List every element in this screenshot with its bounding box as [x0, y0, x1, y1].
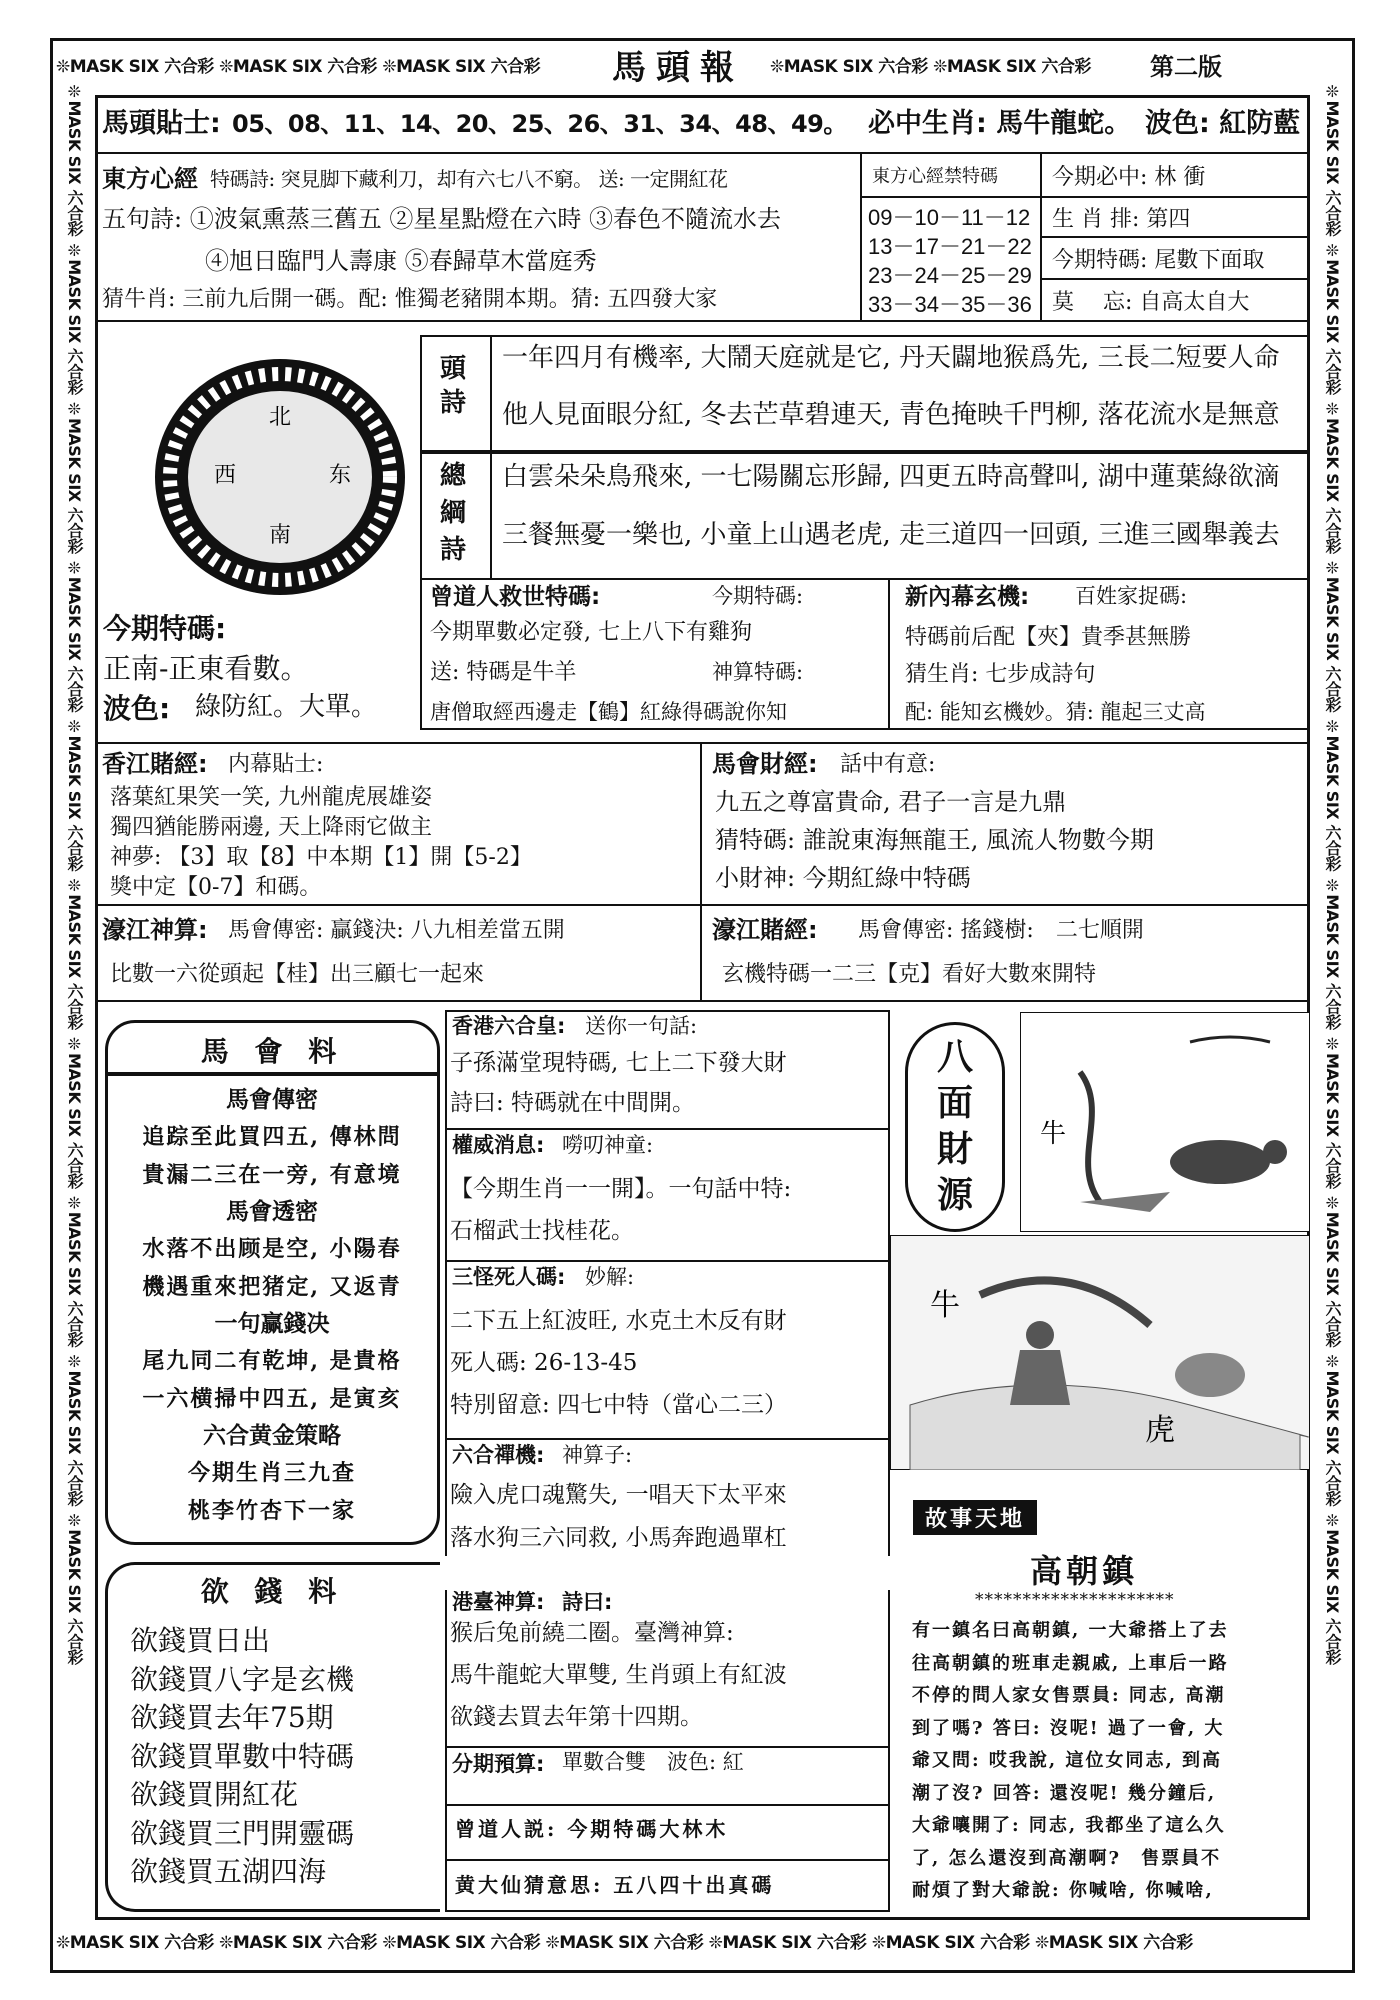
- tiger-label: 虎: [1145, 1413, 1175, 1448]
- story-line: 有一鎮名曰高朝鎮, 一大爺搭上了去: [912, 1620, 1229, 1641]
- border-text: ❊MASK SIX 六合彩 ❊MASK SIX 六合彩 ❊MASK SIX 六合彩 ❊MASK SIX 六合彩 ❊MASK SIX 六合彩 ❊MASK SIX 六合彩 ❊MASK SIX 六合彩 ❊MASK SIX 六合彩 ❊MASK SIX 六合彩 ❊MASK SIX 六合彩: [65, 82, 84, 1665]
- mahui-heading: 馬會透密: [226, 1199, 318, 1225]
- fenqi-sub: 單數合雙 波色: 紅: [562, 1750, 744, 1774]
- right-border-strip: [1318, 82, 1344, 1922]
- xiangjiang-line: 落葉紅果笑一笑, 九州龍虎展雄姿: [110, 785, 432, 810]
- masthead-title: 馬頭報: [612, 48, 744, 88]
- mahui-line: 尾九同二有乾坤, 是貴格: [142, 1348, 402, 1374]
- compass-north: 北: [268, 405, 292, 430]
- bottom-border-strip: [56, 1928, 1352, 1953]
- mahui-line: 今期生肖三九查: [187, 1460, 356, 1486]
- border-text: ❊MASK SIX 六合彩 ❊MASK SIX 六合彩 ❊MASK SIX 六合彩 ❊MASK SIX 六合彩 ❊MASK SIX 六合彩 ❊MASK SIX 六合彩 ❊MASK SIX 六合彩 ❊MASK SIX 六合彩 ❊MASK SIX 六合彩 ❊MASK SIX 六合彩: [1323, 82, 1342, 1665]
- mahui-line: 機遇重來把猪定, 又返青: [142, 1274, 402, 1300]
- bamian-oval: [905, 1022, 1005, 1232]
- neimu-line1: 特碼前后配【夾】貴季甚無勝: [905, 625, 1192, 650]
- xiangjiang-line: 獨四猶能勝兩邊, 天上降雨它做主: [110, 815, 432, 840]
- poem-divider: [420, 450, 1310, 454]
- ox-label-2: 牛: [930, 1288, 960, 1323]
- border-text: ❊MASK SIX 六合彩 ❊MASK SIX 六合彩 ❊MASK SIX 六合彩 ❊MASK SIX 六合彩 ❊MASK SIX 六合彩 ❊MASK SIX 六合彩 ❊MASK SIX 六合彩: [56, 1933, 1193, 1953]
- fenqi-title: 分期預算:: [452, 1752, 545, 1776]
- caijing-line: 九五之尊富貴命, 君子一言是九鼎: [715, 788, 1067, 816]
- story-line: 爺又問: 哎我說, 這位女同志, 到高: [912, 1750, 1222, 1771]
- caijing-line: 小財神: 今期紅綠中特碼: [715, 864, 971, 892]
- haojiang2-sub: 馬會傳密: 搖錢樹: 二七順開: [858, 918, 1144, 943]
- quanwei-line: 【今期生肖一一開】。一句話中特:: [450, 1176, 792, 1202]
- gangtai-line: 欲錢去買去年第十四期。: [450, 1704, 703, 1730]
- mahui-heading: 一句赢錢决: [214, 1311, 330, 1337]
- compass-west: 西: [213, 463, 237, 488]
- compass-icon: [130, 352, 430, 602]
- story-line: 潮了沒? 回答: 還沒呢! 幾分鐘后,: [912, 1782, 1217, 1804]
- border-text: ❊MASK SIX 六合彩 ❊MASK SIX 六合彩: [770, 57, 1091, 77]
- zeng-line2b: 神算特碼:: [712, 660, 804, 684]
- gangtai-title: 港臺神算:: [452, 1590, 545, 1614]
- compass-east: 东: [328, 463, 352, 488]
- yuqian-item: 欲錢買五湖四海: [130, 1855, 327, 1888]
- haojiang1-line: 比數一六從頭起【桂】出三顧七一起來: [110, 962, 485, 987]
- side-zodiac-rank: 生 肖 排: 第四: [1040, 196, 1310, 238]
- east-line3: ④旭日臨門人壽康 ⑤春歸草木當庭秀: [205, 247, 597, 275]
- hk-line: 子孫滿堂現特碼, 七上二下發大財: [450, 1050, 787, 1076]
- ban-row: 09－10－11－12: [868, 205, 1031, 230]
- total-poem-line: 三餐無憂一樂也, 小童上山遇老虎, 走三道四一回頭, 三進三國舉義去: [502, 520, 1280, 550]
- tips-label: 馬頭貼士:: [102, 108, 221, 139]
- mahui-heading: 馬會傳密: [226, 1087, 318, 1113]
- xiangjiang-title: 香江賭經:: [102, 750, 208, 778]
- today-wave-label: 波色:: [103, 692, 171, 725]
- haojiang1-sub: 馬會傳密: 贏錢決: 八九相差當五開: [228, 918, 565, 943]
- side-remember: 莫 忘: 自高太自大: [1040, 278, 1310, 322]
- story-line: 了, 怎么還沒到高潮啊? 售票員不: [912, 1847, 1222, 1869]
- mahui-line: 水落不出顾是空, 小陽春: [142, 1236, 402, 1262]
- caijing-sub: 話中有意:: [840, 752, 936, 777]
- xiangjiang-sub: 内幕貼士:: [228, 752, 324, 777]
- yuqian-item: 欲錢買日出: [130, 1624, 271, 1657]
- today-wave: 綠防紅。大單。: [195, 692, 378, 722]
- ban-row: 33－34－35－36: [868, 292, 1032, 317]
- zengsay-line: 曾道人説: 今期特碼大林木: [455, 1817, 729, 1841]
- quanwei-line: 石榴武士找桂花。: [450, 1218, 634, 1244]
- neimu-line3: 配: 能知玄機妙。猜: 龍起三丈高: [905, 700, 1206, 724]
- huang-line: 黄大仙猜意思: 五八四十出真碼: [455, 1873, 775, 1897]
- neimu-title: 新內幕玄機:: [905, 584, 1030, 610]
- zeng-line2a: 送: 特碼是牛羊: [430, 660, 577, 685]
- story-tag: 故事天地: [913, 1500, 1037, 1535]
- hk-title: 香港六合皇:: [452, 1014, 566, 1038]
- chanji-line: 險入虎口魂驚失, 一唱天下太平來: [450, 1482, 787, 1508]
- sanguai-line: 特別留意: 四七中特（當心二三）: [450, 1392, 788, 1418]
- poem-label-divider: [490, 335, 492, 580]
- yuqian-item: 欲錢買去年75期: [130, 1701, 334, 1734]
- gangtai-sub: 詩曰:: [562, 1590, 613, 1614]
- tips-zodiac: 必中生肖: 馬牛龍蛇。: [868, 108, 1132, 139]
- compass-south: 南: [268, 523, 292, 548]
- head-poem-line: 他人見面眼分紅, 冬去芒草碧連天, 青色掩映千門柳, 落花流水是無意: [502, 400, 1280, 430]
- mahui-content: [112, 1082, 432, 1530]
- mahui-line: 追踪至此買四五, 傳林問: [142, 1124, 402, 1150]
- yuqian-list: [130, 1622, 354, 1892]
- gangtai-line: 馬牛龍蛇大單雙, 生肖頭上有紅波: [450, 1662, 787, 1688]
- xiangjiang-line: 神夢: 【3】取【8】中本期【1】開【5-2】: [110, 845, 532, 870]
- ox-label: 牛: [1040, 1119, 1067, 1149]
- yuqian-item: 欲錢買單數中特碼: [130, 1739, 355, 1773]
- yuqian-item: 欲錢買八字是玄機: [130, 1662, 355, 1696]
- story-line: 往高朝鎮的班車走親戚, 上車后一路: [912, 1652, 1229, 1674]
- quanwei-title: 權威消息:: [452, 1133, 545, 1157]
- story-stars: *********************: [975, 1590, 1175, 1610]
- bamian-title: 八面財源: [936, 1037, 973, 1216]
- story-line: 到了嗎? 答曰: 沒呢! 過了一會, 大: [912, 1717, 1225, 1739]
- yuqian-item: 欲錢買三門開靈碼: [130, 1816, 355, 1850]
- east-line4: 猜牛肖: 三前九后開一碼。配: 惟獨老豬開本期。猜: 五四發大家: [102, 287, 718, 312]
- zeng-line3: 唐僧取經西邊走【鶴】紅綠得碼說你知: [430, 700, 787, 724]
- tips-numbers: 05、08、11、14、20、25、26、31、34、48、49。: [232, 110, 847, 138]
- yuqian-item: 欲錢買開紅花: [130, 1778, 299, 1811]
- story-line: 耐煩了對大爺說: 你喊啥, 你喊啥,: [912, 1880, 1214, 1901]
- east-title: 東方心經: [102, 165, 198, 193]
- zeng-sub: 今期特碼:: [712, 584, 804, 608]
- story-line: 大爺嚷開了: 同志, 我都坐了這么久: [912, 1815, 1226, 1836]
- border-text: ❊MASK SIX 六合彩 ❊MASK SIX 六合彩 ❊MASK SIX 六合彩: [56, 57, 541, 77]
- left-border-strip: [60, 82, 86, 1922]
- hk-line: 詩曰: 特碼就在中間開。: [450, 1090, 696, 1116]
- caijing-title: 馬會財經:: [712, 750, 818, 778]
- yuqian-title: 欲 錢 料: [200, 1575, 345, 1608]
- haojiang2-line: 玄機特碼一二三【克】看好大數來開特: [722, 962, 1097, 987]
- sanguai-line: 二下五上紅波旺, 水克土木反有財: [450, 1308, 787, 1334]
- zeng-line1: 今期單數必定發, 七上八下有雞狗: [430, 620, 752, 645]
- top-border-strip-left: [56, 52, 611, 77]
- chanji-title: 六合禪機:: [452, 1443, 545, 1467]
- total-poem-line: 白雲朵朵鳥飛來, 一七陽關忘形歸, 四更五時高聲叫, 湖中蓮葉綠欲滴: [502, 462, 1280, 492]
- man-chicken-illustration: [890, 1235, 1310, 1470]
- sanguai-sub: 妙解:: [585, 1265, 635, 1289]
- mahui-line: 貴漏二三在一旁, 有意境: [142, 1162, 402, 1188]
- ban-row: 13－17－21－22: [868, 234, 1032, 259]
- chanji-sub: 神算子:: [562, 1443, 633, 1467]
- head-poem-label: 頭詩: [440, 354, 467, 418]
- top-border-strip-right: [770, 52, 1135, 77]
- haojiang1-title: 濠江神算:: [102, 916, 208, 944]
- mahui-title: 馬 會 料: [200, 1035, 345, 1068]
- head-poem-line: 一年四月有機率, 大鬧天庭就是它, 丹天闢地猴爲先, 三長二短要人命: [502, 343, 1280, 373]
- side-special: 今期特碼: 尾數下面取: [1040, 236, 1310, 280]
- ox-dog-illustration: [1020, 1012, 1310, 1232]
- hk-sub: 送你一句話:: [585, 1014, 698, 1038]
- sanguai-title: 三怪死人碼:: [452, 1265, 566, 1289]
- story-body: [912, 1615, 1229, 1908]
- mahui-divider: [107, 1072, 438, 1076]
- mahui-line: 桃李竹杏下一家: [187, 1498, 356, 1524]
- gangtai-line: 猴后兔前繞二圈。臺灣神算:: [450, 1620, 734, 1646]
- today-line1: 正南-正東看數。: [103, 652, 309, 685]
- zeng-title: 曾道人救世特碼:: [430, 584, 601, 610]
- mahui-line: 一六横掃中四五, 是寅亥: [142, 1386, 402, 1412]
- today-title: 今期特碼:: [103, 612, 227, 645]
- neimu-line2: 猜生肖: 七步成詩句: [905, 662, 1096, 687]
- haojiang2-title: 濠江賭經:: [712, 916, 818, 944]
- neimu-sub: 百姓家捉碼:: [1075, 584, 1188, 608]
- ban-row: 23－24－25－29: [868, 263, 1032, 288]
- xiangjiang-line: 獎中定【0-7】和碼。: [110, 875, 322, 900]
- tips-wave: 波色: 紅防藍: [1145, 108, 1301, 139]
- caijing-line: 猜特碼: 誰說東海無龍王, 風流人物數今期: [715, 826, 1154, 854]
- quanwei-sub: 嘮叨神童:: [562, 1133, 654, 1157]
- east-line2: 五句詩: ①波氣熏蒸三舊五 ②星星點燈在六時 ③春色不隨流水去: [102, 205, 781, 233]
- sanguai-line: 死人碼: 26-13-45: [450, 1350, 638, 1376]
- story-line: 不停的問人家女售票員: 同志, 高潮: [912, 1685, 1226, 1706]
- story-title: 高朝鎮: [1030, 1552, 1139, 1590]
- edition-label: 第二版: [1150, 53, 1222, 81]
- east-line1: 特碼詩: 突見脚下藏利刀，却有六七八不窮。 送: 一定開紅花: [210, 167, 728, 191]
- mahui-heading: 六合黄金策略: [203, 1423, 341, 1449]
- total-poem-label: 總綱詩: [440, 461, 467, 565]
- side-must-win: 今期必中: 林 衝: [1040, 152, 1310, 198]
- ban-title: 東方心經禁特碼: [860, 152, 1042, 198]
- chanji-line: 落水狗三六同救, 小馬奔跑過單杠: [450, 1525, 787, 1551]
